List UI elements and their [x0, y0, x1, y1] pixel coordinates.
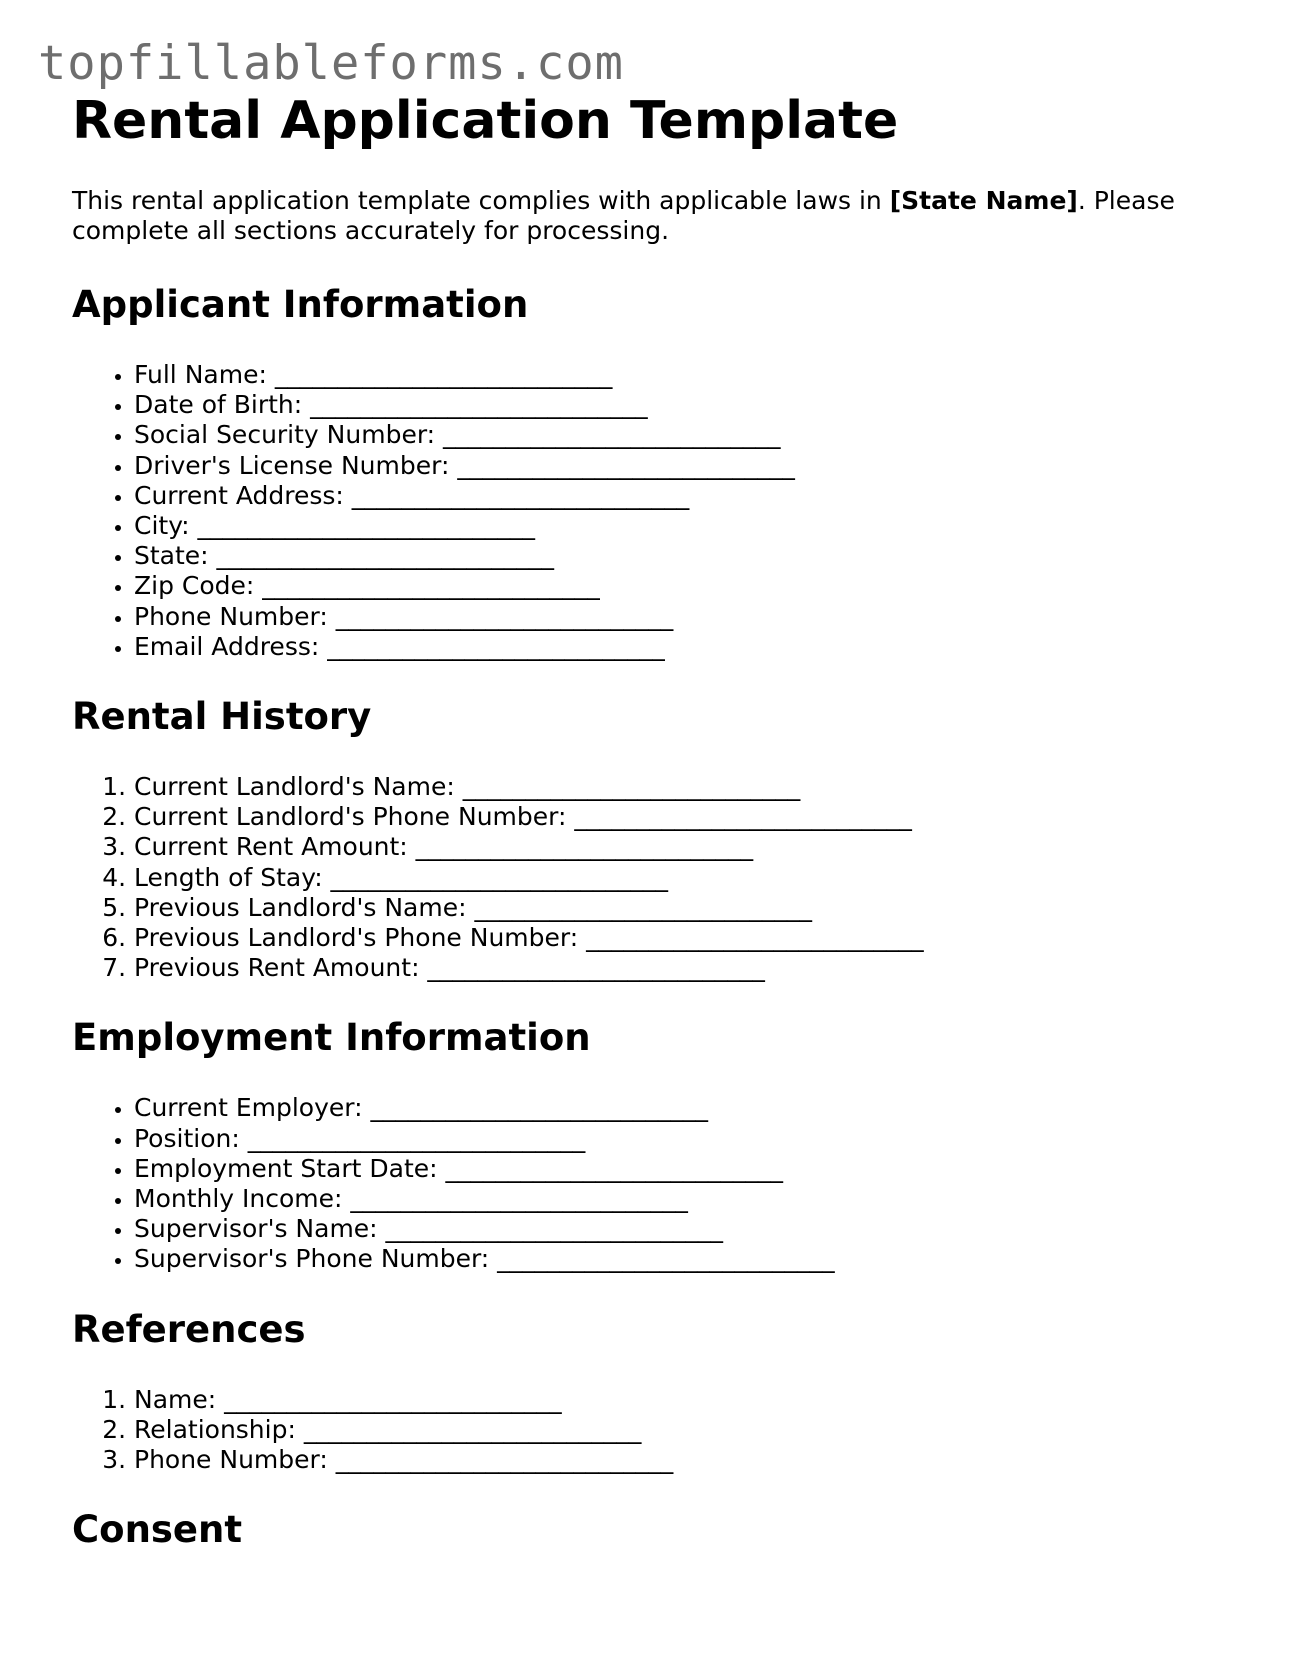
- references-heading: References: [72, 1307, 306, 1351]
- field-email-address: • Email Address: ___________________________: [134, 632, 1252, 662]
- field-current-rent-amount: 3. Current Rent Amount: ___________________________: [134, 832, 1252, 862]
- document-body: [72, 90, 1252, 1553]
- field-previous-rent-amount: 7. Previous Rent Amount: ___________________________: [134, 953, 1252, 983]
- field-previous-landlord-phone: 6. Previous Landlord's Phone Number: ___________________________: [134, 923, 1252, 953]
- applicant-information-list: [72, 360, 1252, 662]
- consent-heading: Consent: [72, 1508, 243, 1552]
- state-name-placeholder: [State Name]: [889, 186, 1078, 215]
- field-position: • Position: ___________________________: [134, 1124, 1252, 1154]
- field-current-landlord-phone: 2. Current Landlord's Phone Number: ___________________________: [134, 802, 1252, 832]
- field-employment-start-date: • Employment Start Date: ___________________________: [134, 1154, 1252, 1184]
- field-full-name: • Full Name: ___________________________: [134, 360, 1252, 390]
- field-city: • City: ___________________________: [134, 511, 1252, 541]
- field-supervisor-name: • Supervisor's Name: ___________________________: [134, 1214, 1252, 1244]
- field-current-employer: • Current Employer: ___________________________: [134, 1093, 1252, 1123]
- intro-text-end: . Please complete all sections accurately for processing.: [72, 186, 1175, 245]
- field-supervisor-phone: • Supervisor's Phone Number: ___________________________: [134, 1244, 1252, 1274]
- rental-history-list: [72, 772, 1252, 983]
- field-reference-relationship: 2. Relationship: ___________________________: [134, 1415, 1252, 1445]
- field-date-of-birth: • Date of Birth: ___________________________: [134, 390, 1252, 420]
- rental-history-heading: Rental History: [72, 695, 372, 739]
- field-previous-landlord-name: 5. Previous Landlord's Name: ___________________________: [134, 893, 1252, 923]
- field-current-address: • Current Address: ___________________________: [134, 481, 1252, 511]
- page-title: Rental Application Template: [72, 91, 899, 151]
- field-length-of-stay: 4. Length of Stay: ___________________________: [134, 863, 1252, 893]
- field-current-landlord-name: 1. Current Landlord's Name: ___________________________: [134, 772, 1252, 802]
- employment-information-list: [72, 1093, 1252, 1274]
- field-zip-code: • Zip Code: ___________________________: [134, 571, 1252, 601]
- field-reference-phone: 3. Phone Number: ___________________________: [134, 1445, 1252, 1475]
- intro-paragraph: [72, 186, 1252, 246]
- field-phone-number: • Phone Number: ___________________________: [134, 602, 1252, 632]
- references-list: [72, 1385, 1252, 1476]
- intro-text-start: This rental application template complies with applicable laws in: [72, 186, 890, 215]
- field-drivers-license-number: • Driver's License Number: ___________________________: [134, 451, 1252, 481]
- applicant-information-heading: Applicant Information: [72, 283, 529, 326]
- site-watermark: topfillableforms.com: [38, 36, 624, 91]
- field-monthly-income: • Monthly Income: ___________________________: [134, 1184, 1252, 1214]
- employment-information-heading: Employment Information: [72, 1016, 591, 1060]
- field-reference-name: 1. Name: ___________________________: [134, 1385, 1252, 1415]
- field-social-security-number: • Social Security Number: ___________________________: [134, 420, 1252, 450]
- field-state: • State: ___________________________: [134, 541, 1252, 571]
